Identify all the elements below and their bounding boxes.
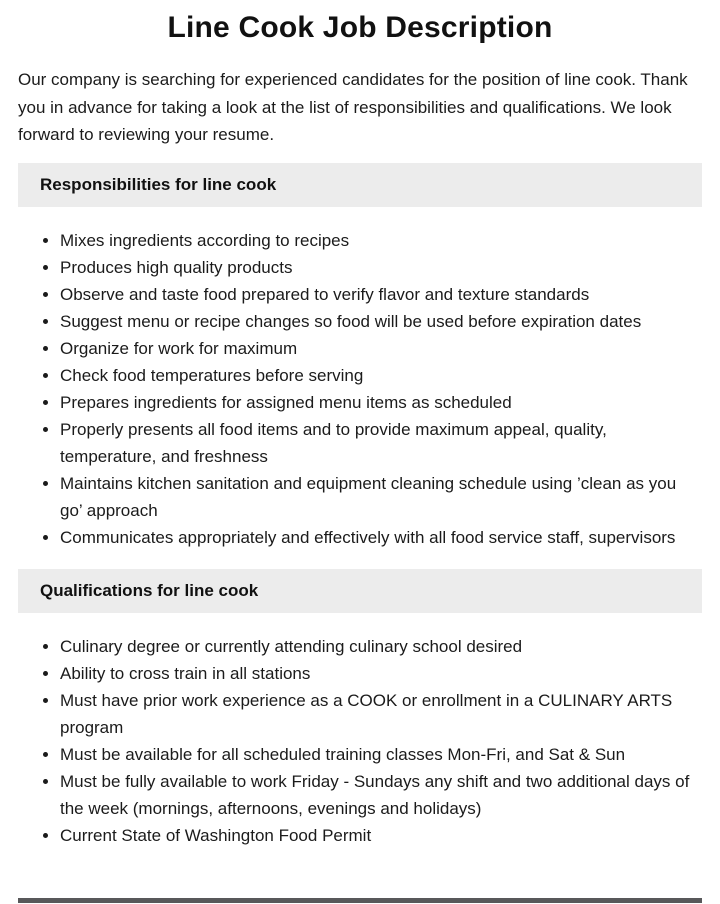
- section-header-label: Qualifications for line cook: [40, 580, 259, 600]
- list-item: • Check food temperatures before serving: [60, 362, 702, 389]
- job-description-page: [0, 10, 720, 904]
- list-item: • Communicates appropriately and effectively with all food service staff, supervisors: [60, 524, 702, 551]
- list-item: • Must have prior work experience as a COOK or enrollment in a CULINARY ARTS program: [60, 687, 702, 741]
- list-item: • Must be available for all scheduled training classes Mon-Fri, and Sat & Sun: [60, 741, 702, 768]
- list-item: • Culinary degree or currently attending culinary school desired: [60, 633, 702, 660]
- section-header-qualifications: [18, 569, 702, 613]
- page-title: Line Cook Job Description: [167, 11, 553, 44]
- section-header-label: Responsibilities for line cook: [40, 174, 277, 194]
- list-item: • Observe and taste food prepared to verify flavor and texture standards: [60, 281, 702, 308]
- responsibilities-list: [18, 227, 702, 551]
- qualifications-list: [18, 633, 702, 849]
- list-item: • Ability to cross train in all stations: [60, 660, 702, 687]
- list-item: • Current State of Washington Food Permit: [60, 822, 702, 849]
- list-item: • Suggest menu or recipe changes so food will be used before expiration dates: [60, 308, 702, 335]
- list-item: • Must be fully available to work Friday - Sundays any shift and two additional days of the week (mornings, afternoons, evenings and holidays): [60, 768, 702, 822]
- list-item: • Mixes ingredients according to recipes: [60, 227, 702, 254]
- list-item: • Produces high quality products: [60, 254, 702, 281]
- intro-paragraph: Our company is searching for experienced candidates for the position of line cook. Thank you in advance for taking a look at the list of responsibilities and qualifications. We look forward to reviewing your resume.: [18, 70, 688, 144]
- list-item: • Organize for work for maximum: [60, 335, 702, 362]
- list-item: • Maintains kitchen sanitation and equipment cleaning schedule using ’clean as you go’ approach: [60, 470, 702, 524]
- list-item: • Properly presents all food items and to provide maximum appeal, quality, temperature, and freshness: [60, 416, 702, 470]
- list-item: • Prepares ingredients for assigned menu items as scheduled: [60, 389, 702, 416]
- cutoff-bottom-element: [18, 898, 702, 903]
- section-header-responsibilities: [18, 163, 702, 207]
